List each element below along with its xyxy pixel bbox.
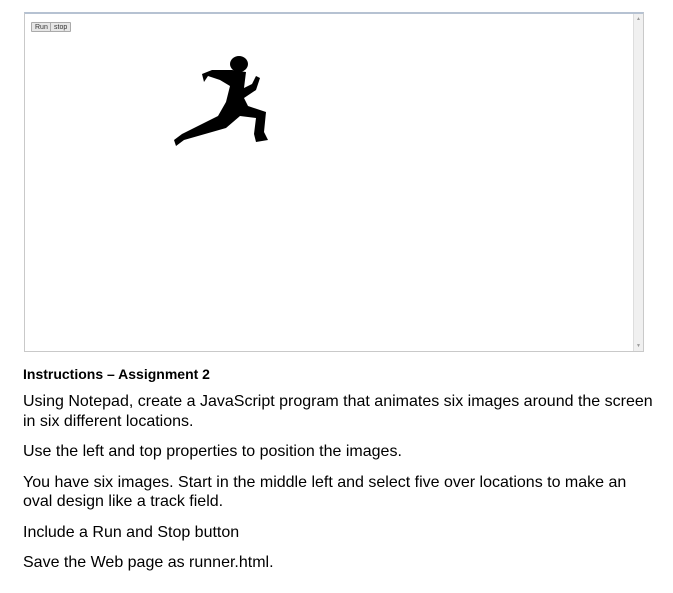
instruction-paragraph: Use the left and top properties to position the images. <box>23 443 402 460</box>
scroll-down-icon[interactable]: ▼ <box>636 343 641 349</box>
runner-image <box>172 54 272 150</box>
browser-preview-frame <box>24 12 644 352</box>
run-button[interactable]: Run <box>31 22 52 32</box>
instructions-heading: Instructions – Assignment 2 <box>23 366 210 382</box>
vertical-scrollbar[interactable] <box>633 14 643 351</box>
stop-button[interactable]: stop <box>50 22 71 32</box>
instruction-paragraph: You have six images. Start in the middle left and select five over locations to make an oval design like a track field. <box>23 473 627 510</box>
instruction-paragraph: Include a Run and Stop button <box>23 523 240 541</box>
scroll-up-icon[interactable]: ▲ <box>636 16 641 22</box>
instructions <box>23 366 653 584</box>
instruction-paragraph: Using Notepad, create a JavaScript program that animates six images around the screen in six different locations. <box>23 393 653 430</box>
instruction-paragraph: Save the Web page as runner.html. <box>23 554 274 571</box>
